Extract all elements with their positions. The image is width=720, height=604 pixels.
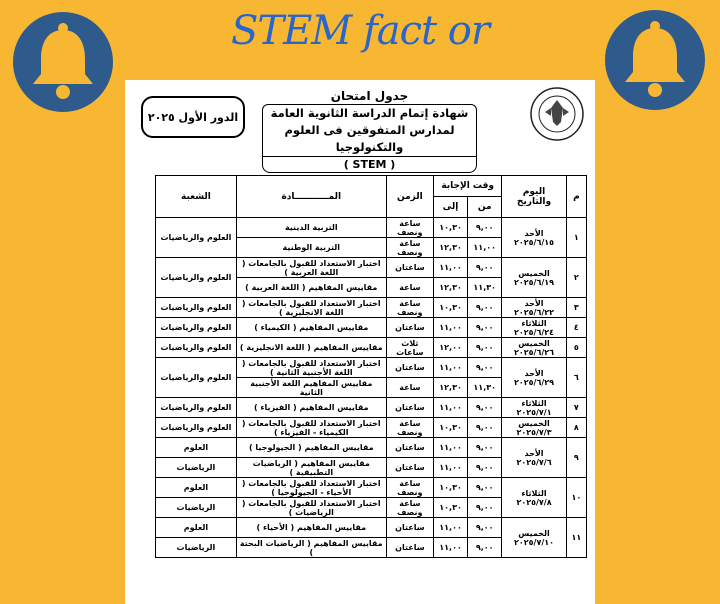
table-row [156, 318, 587, 338]
time-to: ١١,٠٠ [434, 318, 468, 338]
time-from: ٩,٠٠ [468, 478, 502, 498]
duration: ساعة ونصف [386, 478, 433, 498]
row-number: ٢ [566, 258, 586, 298]
subject: التربية الدينية [236, 218, 386, 238]
duration: ساعتان [386, 258, 433, 278]
section: العلوم والرياضيات [156, 358, 237, 398]
subject: مقاييس المفاهيم ( اللغة الانجليزية ) [236, 338, 386, 358]
duration: ساعتان [386, 518, 433, 538]
row-number: ٣ [566, 298, 586, 318]
section: الرياضيات [156, 538, 237, 558]
subject: اختبار الاستعداد للقبول بالجامعات ( الكيمياء - الفيزياء ) [236, 418, 386, 438]
exam-date: ٢٠٢٥/٦/٢٦ [513, 347, 555, 357]
time-from: ٩,٠٠ [468, 418, 502, 438]
time-from: ٩,٠٠ [468, 298, 502, 318]
subject: مقاييس المفاهيم ( الأحياء ) [236, 518, 386, 538]
col-duration-header: الزمن [386, 176, 433, 218]
subject: التربية الوطنية [236, 238, 386, 258]
row-day-date [502, 438, 566, 478]
table-row [156, 398, 587, 418]
table-row [156, 298, 587, 318]
exam-date: ٢٠٢٥/٦/٢٤ [513, 327, 555, 337]
col-from-header: من [468, 197, 502, 218]
title-line-1: جدول امتحان [330, 89, 409, 103]
row-day-date [502, 318, 566, 338]
time-to: ١١,٠٠ [434, 438, 468, 458]
brand-title: STEM fact or [231, 8, 489, 54]
col-number-header: م [566, 176, 586, 218]
row-number: ١ [566, 218, 586, 258]
time-to: ١١,٠٠ [434, 358, 468, 378]
title-line-4: ( STEM ) [262, 157, 477, 173]
day-name: الخميس [518, 528, 550, 538]
day-name: الخميس [518, 418, 550, 428]
col-to-header: إلى [434, 197, 468, 218]
duration: ساعتان [386, 538, 433, 558]
day-name: الثلاثاء [521, 488, 547, 498]
schedule-body [156, 218, 587, 558]
day-name: الأحد [524, 368, 544, 378]
time-from: ١١,٣٠ [468, 278, 502, 298]
table-row [156, 338, 587, 358]
time-from: ٩,٠٠ [468, 258, 502, 278]
time-from: ٩,٠٠ [468, 498, 502, 518]
time-to: ١٠,٣٠ [434, 418, 468, 438]
exam-date: ٢٠٢٥/٧/١٠ [513, 537, 555, 547]
duration: ساعة ونصف [386, 298, 433, 318]
time-to: ١١,٠٠ [434, 258, 468, 278]
subject: مقاييس المفاهيم ( الجيولوجيا ) [236, 438, 386, 458]
day-name: الثلاثاء [521, 318, 547, 328]
subject: مقاييس المفاهيم اللغة الأجنبية الثانية [236, 378, 386, 398]
duration: ساعة [386, 378, 433, 398]
time-to: ١١,٠٠ [434, 518, 468, 538]
subject: مقاييس المفاهيم ( الكيمياء ) [236, 318, 386, 338]
section: العلوم والرياضيات [156, 398, 237, 418]
row-number: ٤ [566, 318, 586, 338]
section: العلوم والرياضيات [156, 258, 237, 298]
time-to: ١٢,٠٠ [434, 338, 468, 358]
subject: اختبار الاستعداد للقبول بالجامعات ( اللغة الأجنبية الثانية ) [236, 358, 386, 378]
table-row [156, 418, 587, 438]
exam-date: ٢٠٢٥/٧/٣ [516, 427, 552, 437]
row-day-date [502, 358, 566, 398]
document-header [125, 80, 595, 172]
section: العلوم والرياضيات [156, 298, 237, 318]
day-name: الخميس [518, 268, 550, 278]
row-number: ١١ [566, 518, 586, 558]
time-from: ٩,٠٠ [468, 358, 502, 378]
time-from: ٩,٠٠ [468, 318, 502, 338]
time-to: ١٢,٣٠ [434, 378, 468, 398]
duration: ساعة ونصف [386, 498, 433, 518]
exam-date: ٢٠٢٥/٦/١٩ [513, 277, 555, 287]
table-row [156, 438, 587, 458]
table-row [156, 478, 587, 498]
section: العلوم والرياضيات [156, 338, 237, 358]
document-title [262, 88, 477, 173]
time-from: ١١,٠٠ [468, 238, 502, 258]
section: الرياضيات [156, 498, 237, 518]
time-from: ٩,٠٠ [468, 518, 502, 538]
row-number: ٧ [566, 398, 586, 418]
subject: اختبار الاستعداد للقبول بالجامعات ( الرياضيات ) [236, 498, 386, 518]
time-to: ١٠,٣٠ [434, 218, 468, 238]
exam-date: ٢٠٢٥/٦/١٥ [513, 237, 555, 247]
duration: ساعتان [386, 318, 433, 338]
duration: ساعتان [386, 358, 433, 378]
col-section-header: الشعبة [156, 176, 237, 218]
col-day-header: اليوم والتاريخ [502, 176, 566, 218]
section: العلوم والرياضيات [156, 318, 237, 338]
time-to: ١١,٠٠ [434, 538, 468, 558]
section: العلوم والرياضيات [156, 418, 237, 438]
row-day-date [502, 518, 566, 558]
time-from: ٩,٠٠ [468, 458, 502, 478]
subject: اختبار الاستعداد للقبول بالجامعات ( الأحياء - الجيولوجيا ) [236, 478, 386, 498]
table-row [156, 518, 587, 538]
row-day-date [502, 298, 566, 318]
title-line-3: لمدارس المتفوقين فى العلوم والتكنولوجيا [262, 122, 477, 157]
schedule-table [155, 175, 587, 558]
row-number: ١٠ [566, 478, 586, 518]
time-to: ١١,٠٠ [434, 398, 468, 418]
row-number: ٥ [566, 338, 586, 358]
time-from: ١١,٣٠ [468, 378, 502, 398]
table-row [156, 258, 587, 278]
time-to: ١١,٠٠ [434, 458, 468, 478]
time-to: ١٢,٣٠ [434, 278, 468, 298]
row-day-date [502, 338, 566, 358]
day-name: الثلاثاء [521, 398, 547, 408]
day-name: الخميس [518, 338, 550, 348]
time-to: ١٠,٣٠ [434, 298, 468, 318]
subject: اختبار الاستعداد للقبول بالجامعات ( اللغة العربية ) [236, 258, 386, 278]
subject: اختبار الاستعداد للقبول بالجامعات ( اللغة الانجليزية ) [236, 298, 386, 318]
day-name: الأحد [524, 298, 544, 308]
row-day-date [502, 258, 566, 298]
exam-round-label: الدور الأول ٢٠٢٥ [141, 96, 245, 138]
duration: ساعتان [386, 438, 433, 458]
subject: مقاييس المفاهيم ( الرياضيات التطبيقية ) [236, 458, 386, 478]
duration: ساعة ونصف [386, 238, 433, 258]
duration: ساعة [386, 278, 433, 298]
section: العلوم [156, 478, 237, 498]
duration: ساعتان [386, 398, 433, 418]
time-from: ٩,٠٠ [468, 438, 502, 458]
exam-date: ٢٠٢٥/٦/٢٩ [513, 377, 555, 387]
day-name: الأحد [524, 448, 544, 458]
col-answer-time-header: وقت الإجابة [434, 176, 502, 197]
section: العلوم [156, 518, 237, 538]
table-row [156, 358, 587, 378]
time-to: ١٢,٣٠ [434, 238, 468, 258]
time-to: ١٠,٣٠ [434, 478, 468, 498]
table-row [156, 218, 587, 238]
day-name: الأحد [524, 228, 544, 238]
row-number: ٩ [566, 438, 586, 478]
time-from: ٩,٠٠ [468, 398, 502, 418]
row-day-date [502, 398, 566, 418]
col-subject-header: المـــــــــــادة [236, 176, 386, 218]
ministry-seal-icon [529, 86, 585, 142]
time-from: ٩,٠٠ [468, 538, 502, 558]
section: العلوم والرياضيات [156, 218, 237, 258]
row-number: ٦ [566, 358, 586, 398]
exam-date: ٢٠٢٥/٧/٦ [516, 457, 552, 467]
row-day-date [502, 218, 566, 258]
section: العلوم [156, 438, 237, 458]
time-from: ٩,٠٠ [468, 218, 502, 238]
time-to: ١٠,٣٠ [434, 498, 468, 518]
exam-date: ٢٠٢٥/٧/٨ [516, 497, 552, 507]
section: الرياضيات [156, 458, 237, 478]
row-number: ٨ [566, 418, 586, 438]
exam-schedule-document [125, 80, 595, 604]
exam-date: ٢٠٢٥/٧/١ [516, 407, 552, 417]
duration: ساعتان [386, 458, 433, 478]
duration: ساعة ونصف [386, 418, 433, 438]
time-from: ٩,٠٠ [468, 338, 502, 358]
duration: ثلاث ساعات [386, 338, 433, 358]
title-line-2: شهادة إتمام الدراسة الثانوية العامة [262, 104, 477, 122]
exam-date: ٢٠٢٥/٦/٢٢ [513, 307, 555, 317]
row-day-date [502, 418, 566, 438]
subject: مقاييس المفاهيم ( اللغة العربية ) [236, 278, 386, 298]
row-day-date [502, 478, 566, 518]
subject: مقاييس المفاهيم ( الفيزياء ) [236, 398, 386, 418]
subject: مقاييس المفاهيم ( الرياضيات البحتة ) [236, 538, 386, 558]
duration: ساعة ونصف [386, 218, 433, 238]
